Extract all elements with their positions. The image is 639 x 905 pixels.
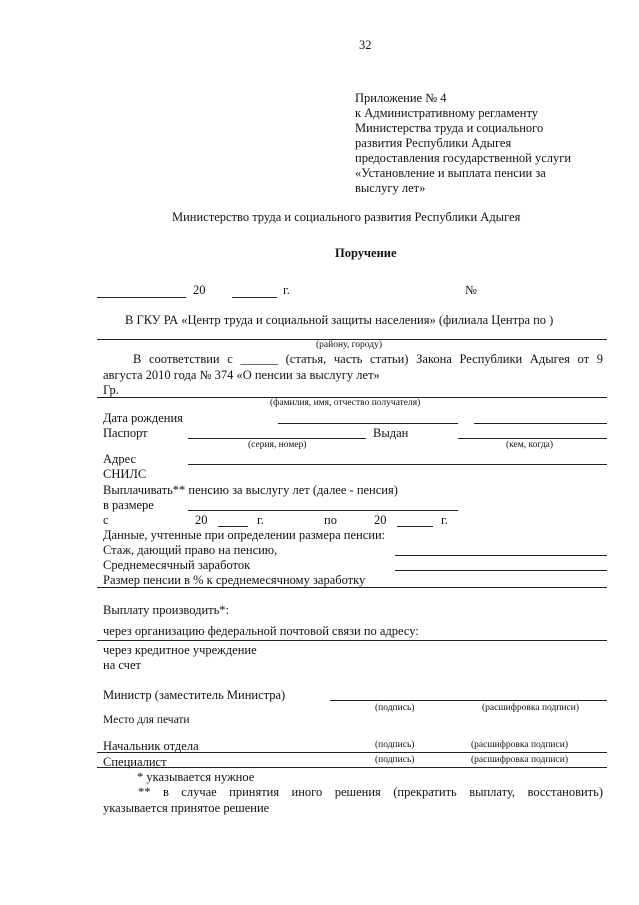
passport-line xyxy=(188,438,366,439)
appendix-line: Министерства труда и социального xyxy=(355,121,544,135)
hint-fio: (фамилия, имя, отчество получателя) xyxy=(270,398,421,408)
minister-signature-line xyxy=(330,700,607,701)
pay-line: Выплачивать** пенсию за выслугу лет (далее - пенсия) xyxy=(103,483,398,497)
hint-decoding: (расшифровка подписи) xyxy=(471,740,568,750)
via-bank-label: через кредитное учреждение xyxy=(103,643,257,657)
period-from: с xyxy=(103,513,109,527)
period-year1-line xyxy=(218,526,248,527)
hint-series: (серия, номер) xyxy=(248,440,307,450)
data-header: Данные, учтенные при определении размера пенсии: xyxy=(103,528,386,542)
pension-percent-label: Размер пенсии в % к среднемесячному заработку xyxy=(103,573,366,587)
hint-signature: (подпись) xyxy=(375,703,415,713)
date-day-line xyxy=(97,297,186,298)
hint-decoding: (расшифровка подписи) xyxy=(471,755,568,765)
dob-label: Дата рождения xyxy=(103,411,183,425)
ministry-heading: Министерство труда и социального развития Республики Адыгея xyxy=(172,210,521,224)
period-g2: г. xyxy=(441,513,448,527)
appendix-line: развития Республики Адыгея xyxy=(355,136,512,150)
address-line xyxy=(188,464,607,465)
footnote-2-line-1: ** в случае принятия иного решения (прекратить выплату, восстановить) xyxy=(138,785,603,799)
specialist-label: Специалист xyxy=(103,755,167,769)
dept-head-label: Начальник отдела xyxy=(103,739,199,753)
dob-line-2 xyxy=(474,423,607,424)
dept-head-line xyxy=(97,752,607,753)
period-to: по xyxy=(324,513,337,527)
avg-salary-label: Среднемесячный заработок xyxy=(103,558,251,572)
period-year1: 20 xyxy=(195,513,208,527)
hint-issuer: (кем, когда) xyxy=(506,440,554,450)
passport-label: Паспорт xyxy=(103,426,148,440)
recipient-line: В ГКУ РА «Центр труда и социальной защиты населения» (филиала Центра по ) xyxy=(125,313,554,327)
payment-make-label: Выплату производить*: xyxy=(103,603,230,617)
stamp-place-label: Место для печати xyxy=(103,714,190,726)
appendix-line: выслугу лет» xyxy=(355,181,426,195)
date-year-prefix: 20 xyxy=(193,283,206,297)
pension-percent-line xyxy=(97,587,607,588)
seniority-label: Стаж, дающий право на пенсию, xyxy=(103,543,278,557)
gr-label: Гр. xyxy=(103,383,119,397)
minister-label: Министр (заместитель Министра) xyxy=(103,688,286,702)
period-year2-line xyxy=(397,526,433,527)
issued-label: Выдан xyxy=(373,426,409,440)
dob-line-1 xyxy=(278,423,458,424)
paragraph-line-2: августа 2010 года № 374 «О пенсии за выслугу лет» xyxy=(103,368,380,382)
footnote-2-line-2: указывается принятое решение xyxy=(103,801,270,815)
via-post-label: через организацию федеральной почтовой связи по адресу: xyxy=(103,624,419,638)
snils-label: СНИЛС xyxy=(103,467,147,481)
amount-line xyxy=(188,510,458,511)
amount-label: в размере xyxy=(103,498,154,512)
seniority-line xyxy=(395,555,607,556)
page-number: 32 xyxy=(359,38,372,52)
document-title: Поручение xyxy=(335,246,397,260)
period-year2: 20 xyxy=(374,513,387,527)
hint-district: (району, городу) xyxy=(316,340,382,350)
appendix-line: к Административному регламенту xyxy=(355,106,539,120)
issued-line xyxy=(458,438,607,439)
date-year-suffix: г. xyxy=(283,283,290,297)
address-label: Адрес xyxy=(103,452,137,466)
hint-signature: (подпись) xyxy=(375,755,415,765)
specialist-line xyxy=(97,767,607,768)
hint-signature: (подпись) xyxy=(375,740,415,750)
appendix-line: предоставления государственной услуги xyxy=(355,151,572,165)
paragraph-line-1: В соответствии с ______ (статья, часть статьи) Закона Республики Адыгея от 9 xyxy=(133,352,603,366)
appendix-line: Приложение № 4 xyxy=(355,91,447,105)
number-sign: № xyxy=(465,283,477,297)
avg-salary-line xyxy=(395,570,607,571)
account-label: на счет xyxy=(103,658,141,672)
via-post-line xyxy=(97,640,607,641)
hint-decoding: (расшифровка подписи) xyxy=(482,703,579,713)
date-year-line xyxy=(232,297,277,298)
footnote-1: * указывается нужное xyxy=(137,770,255,784)
appendix-line: «Установление и выплата пенсии за xyxy=(355,166,546,180)
period-g1: г. xyxy=(257,513,264,527)
